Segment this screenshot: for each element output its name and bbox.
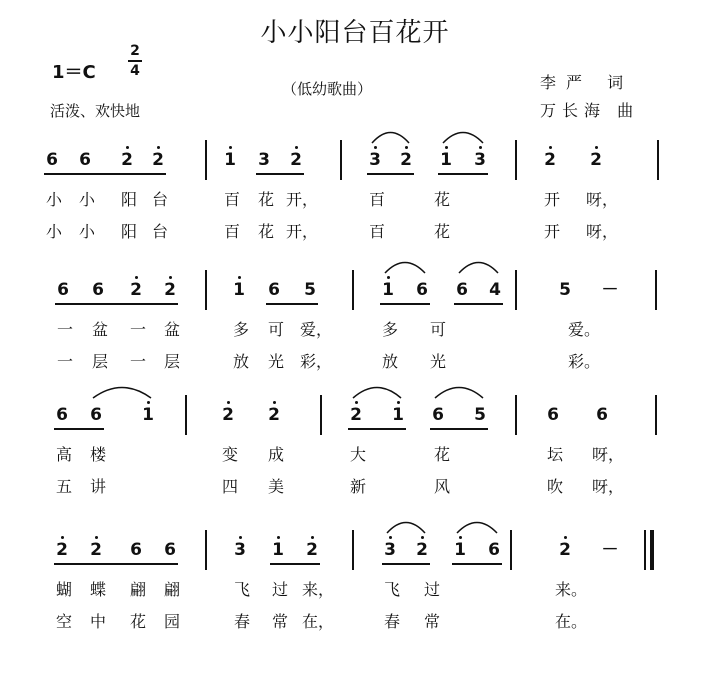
slur-path	[353, 388, 401, 399]
lyric-syllable: 台	[151, 222, 168, 241]
note: 3	[234, 540, 246, 560]
slur-mark	[458, 258, 499, 274]
beam-line	[452, 563, 502, 565]
bar-line	[185, 395, 187, 435]
octave-dot-high	[421, 536, 424, 539]
note: －	[601, 540, 619, 560]
lyric-syllable: 飞	[233, 580, 250, 599]
lyric-syllable: 开，	[286, 222, 319, 241]
slur-path	[385, 263, 425, 274]
lyric-syllable: 春	[383, 612, 400, 631]
lyric-syllable: 彩。	[568, 352, 601, 371]
lyric-syllable: 开	[543, 222, 560, 241]
lyric-syllable: 讲	[89, 477, 106, 496]
lyric-syllable: 彩，	[300, 352, 333, 371]
lyric-syllable: 盆	[91, 320, 108, 339]
lyric-syllable: 高	[55, 445, 72, 464]
octave-dot-high	[374, 146, 377, 149]
octave-dot-high	[227, 401, 230, 404]
bar-line	[205, 270, 207, 310]
octave-dot-high	[126, 146, 129, 149]
beam-line	[54, 428, 104, 430]
lyric-syllable: 呀，	[592, 477, 625, 496]
lyric-syllable: 花	[433, 445, 450, 464]
lyric-syllable: 一	[129, 352, 146, 371]
octave-dot-high	[61, 536, 64, 539]
lyric-syllable: 一	[56, 352, 73, 371]
octave-dot-high	[239, 536, 242, 539]
note: 2	[121, 150, 133, 170]
note: 1	[224, 150, 236, 170]
lyric-syllable: 翩	[129, 580, 146, 599]
octave-dot-high	[135, 276, 138, 279]
lyric-syllable: 五	[55, 477, 72, 496]
slur-mark	[371, 128, 410, 144]
lyric-syllable: 飞	[383, 580, 400, 599]
bar-line	[655, 395, 657, 435]
composer-credit: 万长海 曲	[540, 101, 640, 120]
note: 3	[474, 150, 486, 170]
octave-dot-high	[273, 401, 276, 404]
bar-line	[205, 530, 207, 570]
note: 6	[268, 280, 280, 300]
bar-line	[657, 140, 659, 180]
lyric-syllable: 来，	[302, 580, 335, 599]
slur-path	[443, 133, 483, 144]
slur-mark	[442, 128, 484, 144]
lyric-syllable: 层	[163, 352, 180, 371]
lyric-syllable: 在，	[302, 612, 335, 631]
final-bar-line-thin	[644, 530, 646, 570]
note: 6	[46, 150, 58, 170]
lyric-syllable: 小	[78, 222, 95, 241]
octave-dot-high	[238, 276, 241, 279]
note: 6	[456, 280, 468, 300]
note: 2	[559, 540, 571, 560]
lyric-syllable: 变	[221, 445, 238, 464]
slur-path	[372, 133, 409, 144]
octave-dot-high	[295, 146, 298, 149]
lyric-syllable: 园	[163, 612, 180, 631]
octave-dot-high	[389, 536, 392, 539]
note: 5	[559, 280, 571, 300]
lyric-syllable: 台	[151, 190, 168, 209]
bar-line	[655, 270, 657, 310]
bar-line	[352, 270, 354, 310]
lyric-syllable: 花	[257, 222, 274, 241]
lyric-syllable: 大	[349, 445, 366, 464]
note: 6	[90, 405, 102, 425]
lyric-syllable: 花	[257, 190, 274, 209]
lyric-syllable: 楼	[89, 445, 106, 464]
slur-mark	[456, 518, 498, 534]
note: 6	[416, 280, 428, 300]
time-signature-bottom: 4	[130, 63, 140, 79]
lyric-syllable: 层	[91, 352, 108, 371]
lyric-syllable: 可	[267, 320, 284, 339]
note: 2	[544, 150, 556, 170]
note: 6	[130, 540, 142, 560]
lyric-syllable: 小	[45, 222, 62, 241]
time-signature-top: 2	[130, 43, 140, 59]
beam-line	[430, 428, 488, 430]
note: 3	[258, 150, 270, 170]
lyric-syllable: 成	[267, 445, 284, 464]
lyric-syllable: 翩	[163, 580, 180, 599]
lyric-syllable: 百	[223, 190, 240, 209]
lyric-syllable: 爱，	[300, 320, 333, 339]
note: 2	[416, 540, 428, 560]
slur-mark	[384, 258, 426, 274]
bar-line	[340, 140, 342, 180]
lyric-syllable: 开，	[286, 190, 319, 209]
beam-line	[438, 173, 488, 175]
lyric-syllable: 蝴	[55, 580, 72, 599]
bar-line	[515, 140, 517, 180]
bar-line	[352, 530, 354, 570]
octave-dot-high	[277, 536, 280, 539]
note: 2	[590, 150, 602, 170]
note: 6	[79, 150, 91, 170]
octave-dot-high	[95, 536, 98, 539]
lyric-syllable: 中	[89, 612, 106, 631]
lyric-syllable: 在。	[555, 612, 588, 631]
lyric-syllable: 过	[423, 580, 440, 599]
bar-line	[205, 140, 207, 180]
beam-line	[270, 563, 320, 565]
note: 3	[384, 540, 396, 560]
lyric-syllable: 蝶	[89, 580, 106, 599]
note: 2	[306, 540, 318, 560]
slur-mark	[434, 383, 484, 399]
bar-line	[515, 395, 517, 435]
lyric-syllable: 呀，	[586, 222, 619, 241]
octave-dot-high	[311, 536, 314, 539]
note: 2	[222, 405, 234, 425]
octave-dot-high	[405, 146, 408, 149]
note: 2	[400, 150, 412, 170]
note: 2	[164, 280, 176, 300]
note: 1	[142, 405, 154, 425]
note: 2	[350, 405, 362, 425]
lyric-syllable: 空	[55, 612, 72, 631]
bar-line	[515, 270, 517, 310]
beam-line	[380, 303, 430, 305]
lyric-syllable: 一	[56, 320, 73, 339]
octave-dot-high	[445, 146, 448, 149]
lyric-syllable: 放	[232, 352, 249, 371]
octave-dot-high	[459, 536, 462, 539]
lyric-syllable: 常	[271, 612, 288, 631]
beam-line	[382, 563, 430, 565]
note: 5	[304, 280, 316, 300]
lyric-syllable: 百	[223, 222, 240, 241]
lyric-syllable: 开	[543, 190, 560, 209]
beam-line	[367, 173, 414, 175]
octave-dot-high	[355, 401, 358, 404]
lyric-syllable: 过	[271, 580, 288, 599]
lyric-syllable: 光	[429, 352, 446, 371]
slur-path	[457, 523, 497, 534]
beam-line	[44, 173, 166, 175]
note: 5	[474, 405, 486, 425]
octave-dot-high	[169, 276, 172, 279]
lyric-syllable: 百	[368, 190, 385, 209]
lyric-syllable: 阳	[120, 222, 137, 241]
lyric-syllable: 阳	[120, 190, 137, 209]
note: 6	[596, 405, 608, 425]
subtitle: （低幼歌曲）	[282, 80, 373, 98]
lyric-syllable: 美	[267, 477, 284, 496]
lyric-syllable: 花	[433, 190, 450, 209]
lyric-syllable: 多	[381, 320, 398, 339]
song-title: 小小阳台百花开	[260, 18, 450, 48]
lyric-syllable: 吹	[546, 477, 563, 496]
lyric-syllable: 春	[233, 612, 250, 631]
slur-path	[387, 523, 425, 534]
beam-line	[54, 563, 178, 565]
slur-mark	[386, 518, 426, 534]
octave-dot-high	[229, 146, 232, 149]
lyric-syllable: 光	[267, 352, 284, 371]
note: 2	[152, 150, 164, 170]
slur-path	[459, 263, 498, 274]
lyric-syllable: 小	[78, 190, 95, 209]
time-signature	[128, 44, 142, 78]
note: －	[601, 280, 619, 300]
beam-line	[266, 303, 318, 305]
lyric-syllable: 爱。	[568, 320, 601, 339]
slur-path	[93, 388, 151, 399]
octave-dot-high	[397, 401, 400, 404]
lyric-syllable: 花	[129, 612, 146, 631]
note: 6	[56, 405, 68, 425]
bar-line	[510, 530, 512, 570]
octave-dot-high	[479, 146, 482, 149]
octave-dot-high	[387, 276, 390, 279]
lyric-syllable: 常	[423, 612, 440, 631]
lyric-syllable: 风	[433, 477, 450, 496]
note: 1	[382, 280, 394, 300]
tempo-marking: 活泼、欢快地	[50, 102, 141, 120]
note: 2	[268, 405, 280, 425]
note: 2	[90, 540, 102, 560]
lyric-syllable: 小	[45, 190, 62, 209]
octave-dot-high	[595, 146, 598, 149]
slur-mark	[92, 383, 152, 399]
note: 6	[92, 280, 104, 300]
lyric-syllable: 多	[232, 320, 249, 339]
note: 3	[369, 150, 381, 170]
note: 6	[432, 405, 444, 425]
lyric-syllable: 来。	[555, 580, 588, 599]
lyric-syllable: 新	[349, 477, 366, 496]
lyric-syllable: 坛	[546, 445, 563, 464]
note: 6	[164, 540, 176, 560]
lyricist-credit: 李严 词	[540, 73, 634, 92]
octave-dot-high	[157, 146, 160, 149]
lyric-syllable: 一	[129, 320, 146, 339]
note: 2	[290, 150, 302, 170]
lyric-syllable: 盆	[163, 320, 180, 339]
note: 1	[392, 405, 404, 425]
note: 6	[57, 280, 69, 300]
note: 1	[440, 150, 452, 170]
lyric-syllable: 可	[429, 320, 446, 339]
lyric-syllable: 放	[381, 352, 398, 371]
note: 4	[489, 280, 501, 300]
note: 1	[272, 540, 284, 560]
lyric-syllable: 呀，	[592, 445, 625, 464]
lyric-syllable: 花	[433, 222, 450, 241]
bar-line	[320, 395, 322, 435]
note: 6	[547, 405, 559, 425]
note: 1	[454, 540, 466, 560]
note: 2	[130, 280, 142, 300]
beam-line	[55, 303, 178, 305]
beam-line	[348, 428, 406, 430]
note: 1	[233, 280, 245, 300]
key-signature: 1＝C	[52, 62, 96, 83]
slur-path	[435, 388, 483, 399]
octave-dot-high	[549, 146, 552, 149]
octave-dot-high	[147, 401, 150, 404]
note: 2	[56, 540, 68, 560]
beam-line	[454, 303, 503, 305]
note: 6	[488, 540, 500, 560]
lyric-syllable: 百	[368, 222, 385, 241]
lyric-syllable: 呀，	[586, 190, 619, 209]
lyric-syllable: 四	[221, 477, 238, 496]
final-bar-line-thick	[650, 530, 654, 570]
octave-dot-high	[564, 536, 567, 539]
beam-line	[256, 173, 304, 175]
slur-mark	[352, 383, 402, 399]
